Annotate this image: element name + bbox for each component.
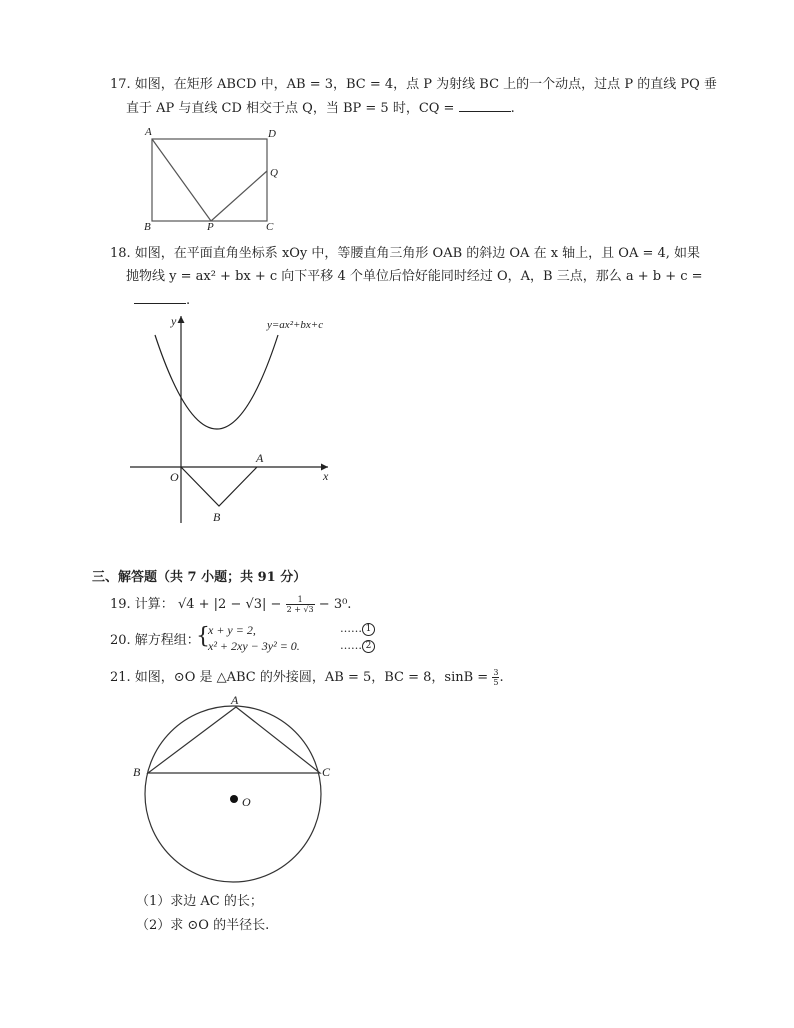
label-y: y: [171, 314, 177, 328]
q20-mark2: 2: [362, 640, 375, 653]
section-3-title: 三、解答题（共 7 小题；共 91 分）: [92, 570, 307, 585]
label-P: P: [207, 221, 214, 233]
label-B: B: [133, 765, 141, 779]
label-Q: Q: [270, 167, 278, 179]
q20-brace: {: [196, 624, 210, 649]
circumcircle: [145, 706, 321, 882]
q18-figure: [125, 310, 340, 528]
q17-figure: [140, 122, 290, 234]
answer-blank-17: [459, 99, 511, 112]
segment-ap: [152, 139, 211, 221]
q21-figure: [125, 692, 345, 884]
q17-line2-text: 直于 AP 与直线 CD 相交于点 Q，当 BP = 5 时，CQ =: [126, 101, 455, 116]
q19-line: [110, 595, 351, 614]
parabola-curve: [155, 335, 278, 429]
q20-mark1: 1: [362, 623, 375, 636]
q20-dots2: ……: [340, 639, 362, 652]
q18-line1: 18. 如图，在平面直角坐标系 xOy 中，等腰直角三角形 OAB 的斜边 OA 在 x 轴上，且 OA = 4, 如果: [110, 246, 701, 261]
q18-line2: 抛物线 y = ax² + bx + c 向下平移 4 个单位后恰好能同时经过 O，A，B 三点，那么 a + b + c =: [126, 269, 703, 284]
q19-frac-den: 2 + √3: [286, 605, 314, 614]
label-B: B: [213, 510, 221, 524]
label-A: A: [145, 126, 152, 138]
q20-mark1-row: [340, 620, 375, 638]
label-O: O: [170, 470, 179, 484]
q21-suffix: .: [499, 670, 504, 685]
q20-eq1: x + y = 2,: [208, 623, 256, 637]
q19-fraction: [286, 595, 315, 614]
q18-line3: [134, 291, 190, 310]
q21-line: [110, 668, 504, 687]
q19-expr-b: − 3⁰.: [318, 597, 352, 612]
q21-frac-den: 5: [493, 678, 499, 687]
center-point: [230, 795, 238, 803]
segment-pq: [211, 171, 267, 221]
q20-prefix: 20. 解方程组：: [110, 633, 200, 648]
label-D: D: [268, 128, 276, 140]
q20-eq2: x² + 2xy − 3y² = 0.: [208, 639, 300, 653]
q21-frac-num: 3: [493, 668, 499, 677]
q21-prefix: 21. 如图，⊙O 是 △ABC 的外接圆，AB = 5，BC = 8，sinB =: [110, 670, 489, 685]
q19-prefix: 19. 计算：: [110, 597, 174, 612]
q17-line2: [126, 99, 515, 118]
q19-expr-a: √4 + |2 − √3| −: [177, 597, 282, 612]
q18-line3-end: .: [186, 293, 191, 308]
q19-frac-num: 1: [286, 595, 315, 605]
q21-part1: （1）求边 AC 的长；: [136, 894, 263, 909]
curve-label: y=ax²+bx+c: [267, 319, 324, 331]
label-x: x: [323, 469, 329, 483]
label-C: C: [266, 221, 274, 233]
label-C: C: [322, 765, 331, 779]
rectangle-abcd: [152, 139, 267, 221]
label-A: A: [231, 693, 239, 707]
answer-blank-18: [134, 291, 186, 304]
q21-part2: （2）求 ⊙O 的半径长.: [136, 918, 270, 933]
label-O: O: [242, 795, 251, 809]
q20-mark2-row: [340, 637, 375, 655]
label-A: A: [256, 451, 264, 465]
q17-line2-end: .: [510, 101, 515, 116]
triangle-oab: [181, 467, 257, 506]
label-B: B: [144, 221, 151, 233]
q20-dots1: ……: [340, 622, 362, 635]
q17-line1: 17. 如图，在矩形 ABCD 中，AB = 3，BC = 4，点 P 为射线 BC 上的一个动点，过点 P 的直线 PQ 垂: [110, 77, 717, 92]
triangle-abc: [148, 707, 320, 773]
